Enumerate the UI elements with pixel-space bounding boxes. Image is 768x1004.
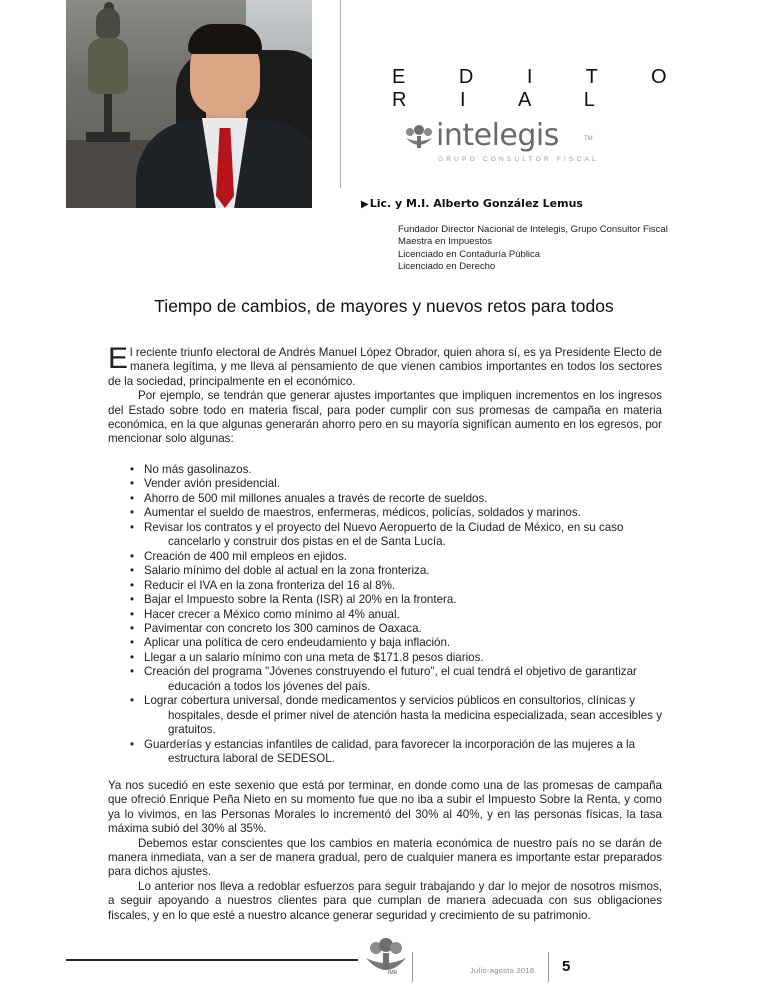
credential-line: Maestra en Impuestos — [398, 236, 492, 248]
paragraph-4: Debemos estar conscientes que los cambios en materia económica de nuestro país no se darán de manera inmediata, van a ser de manera gradual, pero de cualquier manera es importante estar preparados para dichos ajustes. — [108, 836, 662, 879]
list-item: • Creación de 400 mil empleos en ejidos. — [130, 550, 662, 564]
author-photo — [66, 0, 312, 208]
article-closing — [108, 779, 662, 923]
page-number: 5 — [562, 958, 571, 975]
credential-line: Licenciado en Derecho — [398, 261, 496, 273]
list-item: • Aplicar una política de cero endeudamiento y baja inflación. — [130, 636, 662, 650]
author-credentials — [398, 224, 668, 274]
footer-divider — [548, 952, 549, 982]
logo-trademark: TM — [584, 136, 593, 142]
article-headline: Tiempo de cambios, de mayores y nuevos retos para todos — [154, 296, 614, 316]
list-item: • Lograr cobertura universal, donde medicamentos y servicios públicos en consultorios, clínicas y hospitales, desde el primer nivel de atención hasta la medicina especializada, sean accesibles y gratuitos. — [130, 694, 662, 737]
list-item: • Guarderías y estancias infantiles de calidad, para favorecer la incorporación de las mujeres a la estructura laboral de SEDESOL. — [130, 738, 662, 767]
imr-logo-text: IMR — [388, 970, 398, 976]
logo-wordmark: intelegis — [436, 118, 559, 153]
author-name-text: Lic. y M.I. Alberto González Lemus — [369, 197, 583, 210]
logo-subtitle: GRUPO CONSULTOR FISCAL — [438, 156, 599, 163]
footer-rule — [66, 959, 358, 961]
paragraph-1: l reciente triunfo electoral de Andrés Manuel López Obrador, quien ahora sí, es ya Presidente Electo de manera legítima, y me lleva al pensamiento de que vienen cambios importantes en todos los sectores de la sociedad, principalmente en el económico. — [108, 346, 662, 388]
paragraph-5: Lo anterior nos lleva a redoblar esfuerzos para seguir trabajando y dar lo mejor de nosotros mismos, a seguir apoyando a nuestros clientes para que cumplan de manera adecuada con sus obligaciones fiscales, y en lo que esté a nuestro alcance generar seguridad y crecimiento de su patrimonio. — [108, 879, 662, 922]
list-item: • Aumentar el sueldo de maestros, enfermeras, médicos, policías, soldados y marinos. — [130, 506, 662, 520]
promises-list — [130, 463, 662, 767]
list-item: • Reducir el IVA en la zona fronteriza del 16 al 8%. — [130, 579, 662, 593]
list-item: • Llegar a un salario mínimo con una meta de $171.8 pesos diarios. — [130, 651, 662, 665]
drop-cap: E — [108, 342, 129, 375]
credential-line: Licenciado en Contaduría Pública — [398, 248, 541, 260]
list-item: • Ahorro de 500 mil millones anuales a través de recorte de sueldos. — [130, 492, 662, 506]
imr-logo — [362, 938, 410, 980]
triangle-bullet-icon: ▶ — [361, 199, 369, 210]
imr-logo-icon — [362, 938, 410, 980]
section-title: E D I T O R I A L — [392, 66, 691, 111]
intelegis-logo-icon — [404, 124, 434, 150]
author-name — [361, 197, 583, 210]
intelegis-logo — [404, 118, 604, 166]
list-item: • Salario mínimo del doble al actual en la zona fronteriza. — [130, 564, 662, 578]
spartan-statue-image — [84, 8, 132, 118]
list-item: • Creación del programa "Jóvenes construyendo el futuro", el cual tendrá el objetivo de garantizar educación a todos los jóvenes del país. — [130, 665, 662, 694]
issue-date: Julio-agosto 2018 — [470, 966, 535, 975]
paragraph-3: Ya nos sucedió en este sexenio que está por terminar, en donde como una de las promesas de campaña que ofreció Enrique Peña Nieto en su momento fue que no iba a subir el Impuesto Sobre la Renta, y como ya lo vivimos, en las Personas Morales lo incrementó del 30% al 40%, y en las personas físicas, la tasa máxima subió del 30% al 35%. — [108, 779, 662, 836]
list-item: • Hacer crecer a México como mínimo al 4% anual. — [130, 608, 662, 622]
list-item: • Vender avión presidencial. — [130, 477, 662, 491]
paragraph-2: Por ejemplo, se tendrán que generar ajustes importantes que impliquen incrementos en los ingresos del Estado sobre todo en materia fiscal, para poder cumplir con sus promesas de campaña en materia económica, en la que algunas generarán ahorro pero en su mayoría signifícan aumento en los egresos, por mencionar solo algunas: — [108, 389, 662, 446]
header-divider — [340, 0, 341, 188]
footer-divider — [412, 952, 413, 982]
article-intro — [108, 342, 662, 447]
list-item: • Pavimentar con concreto los 300 caminos de Oaxaca. — [130, 622, 662, 636]
list-item: • No más gasolinazos. — [130, 463, 662, 477]
list-item: • Bajar el Impuesto sobre la Renta (ISR) al 20% en la frontera. — [130, 593, 662, 607]
credential-line: Fundador Director Nacional de Intelegis, Grupo Consultor Fiscal — [398, 224, 668, 235]
list-item: • Revisar los contratos y el proyecto del Nuevo Aeropuerto de la Ciudad de México, en su caso cancelarlo y construir dos pistas en el de Santa Lucía. — [130, 521, 662, 550]
